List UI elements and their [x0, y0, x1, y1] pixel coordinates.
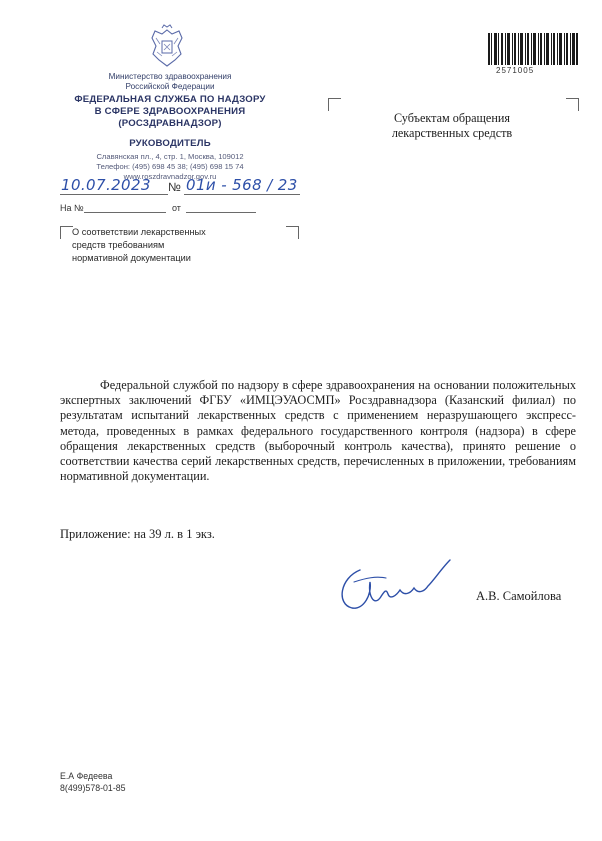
date-underline: [60, 194, 168, 195]
reference-from-label: от: [172, 203, 181, 213]
executor-phone: 8(499)578-01-85: [60, 783, 126, 793]
head-title: РУКОВОДИТЕЛЬ: [129, 138, 211, 149]
addressee: [352, 111, 552, 141]
appendix-line: Приложение: на 39 л. в 1 экз.: [60, 527, 215, 541]
website: www.roszdravnadzor.gov.ru: [123, 172, 217, 181]
number-symbol: №: [168, 180, 181, 194]
subject-corner-right: [286, 226, 299, 239]
addressee-corner-left: [328, 98, 341, 111]
subject-line2: средств требованиям: [72, 240, 165, 250]
subject-line3: нормативной документации: [72, 253, 191, 263]
addressee-line1: Субъектам обращения: [393, 111, 510, 125]
subject-line1: О соответствии лекарственных: [72, 227, 206, 237]
service-line1: ФЕДЕРАЛЬНАЯ СЛУЖБА ПО НАДЗОРУ: [74, 94, 266, 105]
ministry-line2: Российской Федерации: [125, 82, 215, 91]
coat-of-arms-emblem: [148, 24, 186, 70]
executor-name: Е.А Федеева: [60, 771, 113, 781]
handwritten-signature: [330, 552, 470, 622]
reference-number-line: [84, 212, 166, 213]
registration-date: 10.07.2023: [61, 176, 151, 194]
barcode-number: 2571005: [496, 66, 535, 75]
address: Славянская пл., 4, стр. 1, Москва, 109012: [96, 152, 244, 161]
ministry-line1: Министерство здравоохранения: [108, 72, 232, 81]
registration-number: 01и - 568 / 23: [186, 176, 298, 194]
reference-date-line: [186, 212, 256, 213]
body-paragraph: Федеральной службой по надзору в сфере здравоохранения на основании положительных экспертных заключений ФГБУ «ИМЦЭУАОСМП» Росздравнадзора (Казанский филиал) по результатам испытаний лекарственных средств с применением неразрушающего экспресс-метода, проведенных в рамках федерального государственного контроля (надзора) в сфере обращения лекарственных средств (выборочный контроль качества), принято решение о соответствии качества серий лекарственных средств, перечисленных в приложении, требованиям нормативной документации.: [60, 378, 576, 484]
reference-label: На №: [60, 203, 84, 213]
addressee-corner-right: [566, 98, 579, 111]
service-line3: (РОСЗДРАВНАДЗОР): [118, 118, 222, 129]
addressee-line2: лекарственных средств: [391, 126, 513, 140]
service-line2: В СФЕРЕ ЗДРАВООХРАНЕНИЯ: [94, 106, 246, 117]
number-underline: [184, 194, 300, 195]
phones: Телефон: (495) 698 45 38; (495) 698 15 74: [96, 162, 244, 171]
barcode-image: [488, 33, 578, 65]
signer-name: А.В. Самойлова: [476, 589, 562, 603]
